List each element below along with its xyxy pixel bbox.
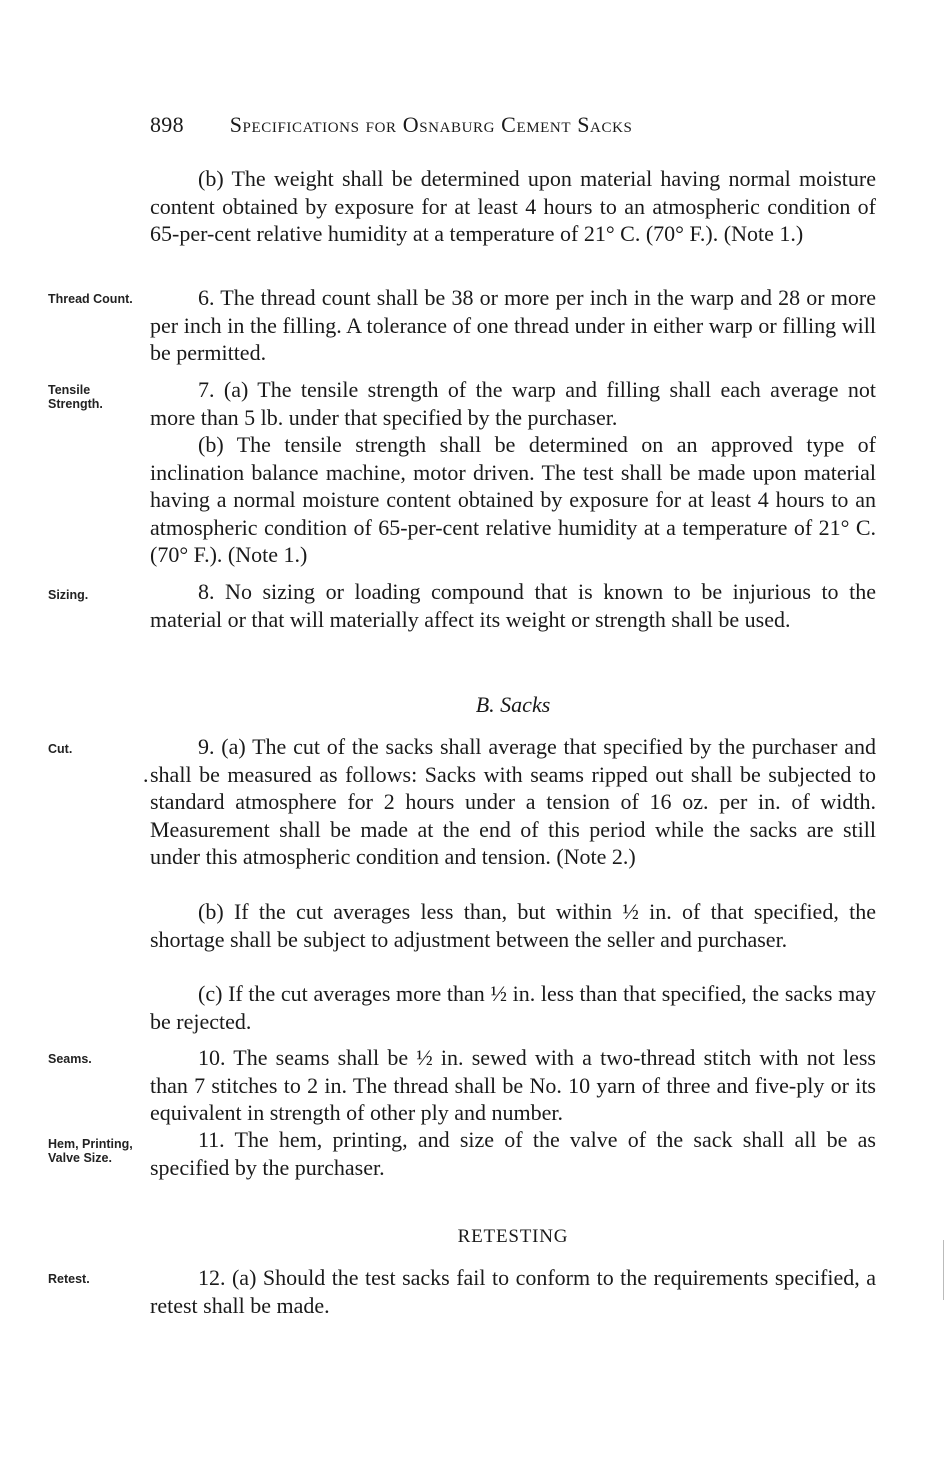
paragraph-7a: 7. (a) The tensile strength of the warp and filling shall each average not more than 5 lb. under that specified by the purchaser.: [150, 377, 876, 430]
paragraph-11: 11. The hem, printing, and size of the valve of the sack shall all be as specified by the purchaser.: [150, 1127, 876, 1180]
paragraph-6: 6. The thread count shall be 38 or more per inch in the warp and 28 or more per inch in the filling. A tolerance of one thread under in either warp or filling will be permitted.: [150, 285, 876, 365]
paragraph-7b: (b) The tensile strength shall be determined on an approved type of inclination balance machine, motor driven. The test shall be made upon material having a normal moisture content obtained by exposure for at least 4 hours to an atmospheric condition of 65-per-cent relative humidity at a temperature of 21° C. (70° F.). (Note 1.): [150, 432, 876, 567]
section-heading-retesting: RETESTING: [457, 1226, 569, 1247]
scan-edge-mark: [943, 1240, 944, 1300]
section-heading-sacks: B. Sacks: [475, 692, 551, 717]
page-number: 898: [150, 112, 184, 137]
paragraph-8: 8. No sizing or loading compound that is known to be injurious to the material or that will materially affect its weight or strength shall be used.: [150, 579, 876, 632]
paragraph-9c: (c) If the cut averages more than ½ in. less than that specified, the sacks may be rejected.: [150, 981, 876, 1034]
stray-dot-mark: .: [143, 762, 149, 787]
paragraph-5b: (b) The weight shall be determined upon material having normal moisture content obtained by exposure for at least 4 hours to an atmospheric condition of 65-per-cent relative humidity at a temperature of 21° C. (70° F.). (Note 1.): [150, 166, 876, 246]
paragraph-10: 10. The seams shall be ½ in. sewed with a two-thread stitch with not less than 7 stitches to 2 in. The thread shall be No. 10 yarn of three and five-ply or its equivalent in strength of other ply and number.: [150, 1045, 876, 1125]
margin-note-retest: Retest.: [48, 1272, 90, 1286]
paragraph-12a: 12. (a) Should the test sacks fail to conform to the requirements specified, a retest shall be made.: [150, 1265, 876, 1318]
paragraph-9b: (b) If the cut averages less than, but within ½ in. of that specified, the shortage shall be subject to adjustment between the seller and purchaser.: [150, 899, 876, 952]
margin-note-hem-printing-valve-size: Hem, Printing, Valve Size.: [48, 1137, 133, 1165]
running-title: Specifications for Osnaburg Cement Sacks: [229, 112, 633, 137]
page-header: [150, 112, 632, 138]
margin-note-seams: Seams.: [48, 1052, 92, 1066]
margin-note-tensile-strength: Tensile Strength.: [48, 383, 103, 411]
margin-note-sizing: Sizing.: [48, 588, 89, 602]
margin-note-cut: Cut.: [48, 742, 73, 756]
margin-note-thread-count: Thread Count.: [48, 292, 133, 306]
paragraph-9a: 9. (a) The cut of the sacks shall average that specified by the purchaser and shall be measured as follows: Sacks with seams ripped out shall be subjected to standard atmosphere for 2 hours under a tension of 16 oz. per in. of width. Measurement shall be made at the end of this period while the sacks are still under this atmospheric condition and tension. (Note 2.): [150, 734, 876, 869]
